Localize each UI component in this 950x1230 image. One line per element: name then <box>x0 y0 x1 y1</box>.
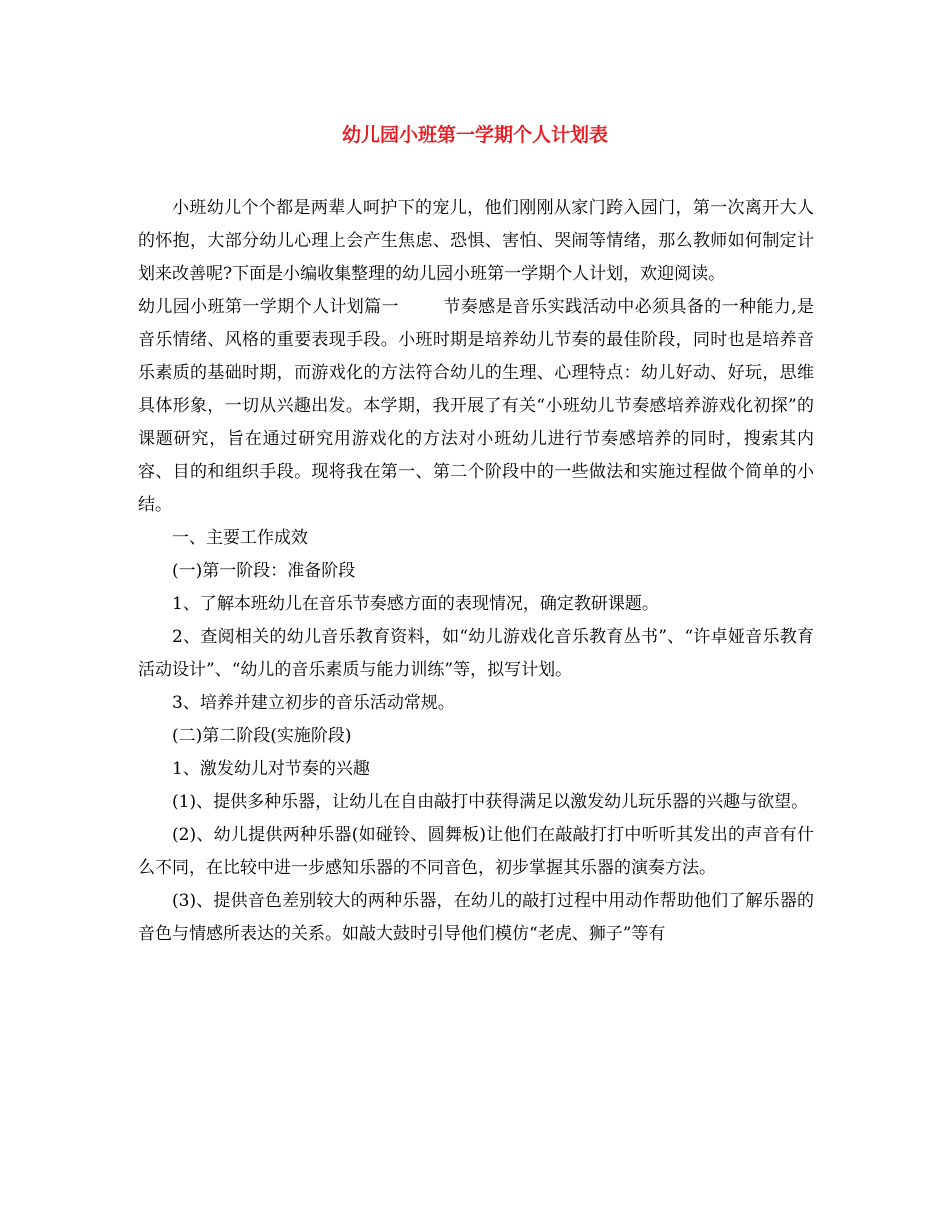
intro-paragraph: 小班幼儿个个都是两辈人呵护下的宠儿，他们刚刚从家门跨入园门，第一次离开大人的怀抱，大部分幼儿心理上会产生焦虑、恐惧、害怕、哭闹等情绪，那么教师如何制定计划来改善呢?下面是小编收集整理的幼儿园小班第一学期个人计划，欢迎阅读。 <box>138 198 814 284</box>
section-paragraph <box>138 291 814 522</box>
paragraph-sub-3: (3)、提供音色差别较大的两种乐器，在幼儿的敲打过程中用动作帮助他们了解乐器的音色与情感所表达的关系。如敲大鼓时引导他们模仿“老虎、狮子”等有 <box>138 891 814 944</box>
paragraph-stage-one: (一)第一阶段：准备阶段 <box>172 561 356 581</box>
paragraph-interest: 1、激发幼儿对节奏的兴趣 <box>172 759 370 779</box>
paragraph-item-2: 2、查阅相关的幼儿音乐教育资料，如“幼儿游戏化音乐教育丛书”、“许卓娅音乐教育活动设计”、“幼儿的音乐素质与能力训练”等，拟写计划。 <box>138 627 814 680</box>
paragraph-sub-2: (2)、幼儿提供两种乐器(如碰铃、圆舞板)让他们在敲敲打打中听听其发出的声音有什么不同，在比较中进一步感知乐器的不同音色，初步掌握其乐器的演奏方法。 <box>138 825 814 878</box>
section-text: 节奏感是音乐实践活动中必须具备的一种能力,是音乐情绪、风格的重要表现手段。小班时期是培养幼儿节奏的最佳阶段，同时也是培养音乐素质的基础时期，而游戏化的方法符合幼儿的生理、心理特点：幼儿好动、好玩，思维具体形象，一切从兴趣出发。本学期，我开展了有关“小班幼儿节奏感培养游戏化初探”的课题研究，旨在通过研究用游戏化的方法对小班幼儿进行节奏感培养的同时，搜索其内容、目的和组织手段。现将我在第一、第二个阶段中的一些做法和实施过程做个简单的小结。 <box>138 297 815 515</box>
section-heading: 幼儿园小班第一学期个人计划篇一 <box>138 297 399 317</box>
document-body <box>138 192 814 951</box>
paragraph-sub-1: (1)、提供多种乐器，让幼儿在自由敲打中获得满足以激发幼儿玩乐器的兴趣与欲望。 <box>172 792 809 812</box>
paragraph-item-1: 1、了解本班幼儿在音乐节奏感方面的表现情况，确定教研课题。 <box>172 594 659 614</box>
paragraph-main-results: 一、主要工作成效 <box>172 528 308 548</box>
paragraph-item-3: 3、培养并建立初步的音乐活动常规。 <box>172 693 455 713</box>
document-title: 幼儿园小班第一学期个人计划表 <box>341 124 608 146</box>
paragraph-stage-two: (二)第二阶段(实施阶段) <box>172 726 352 746</box>
